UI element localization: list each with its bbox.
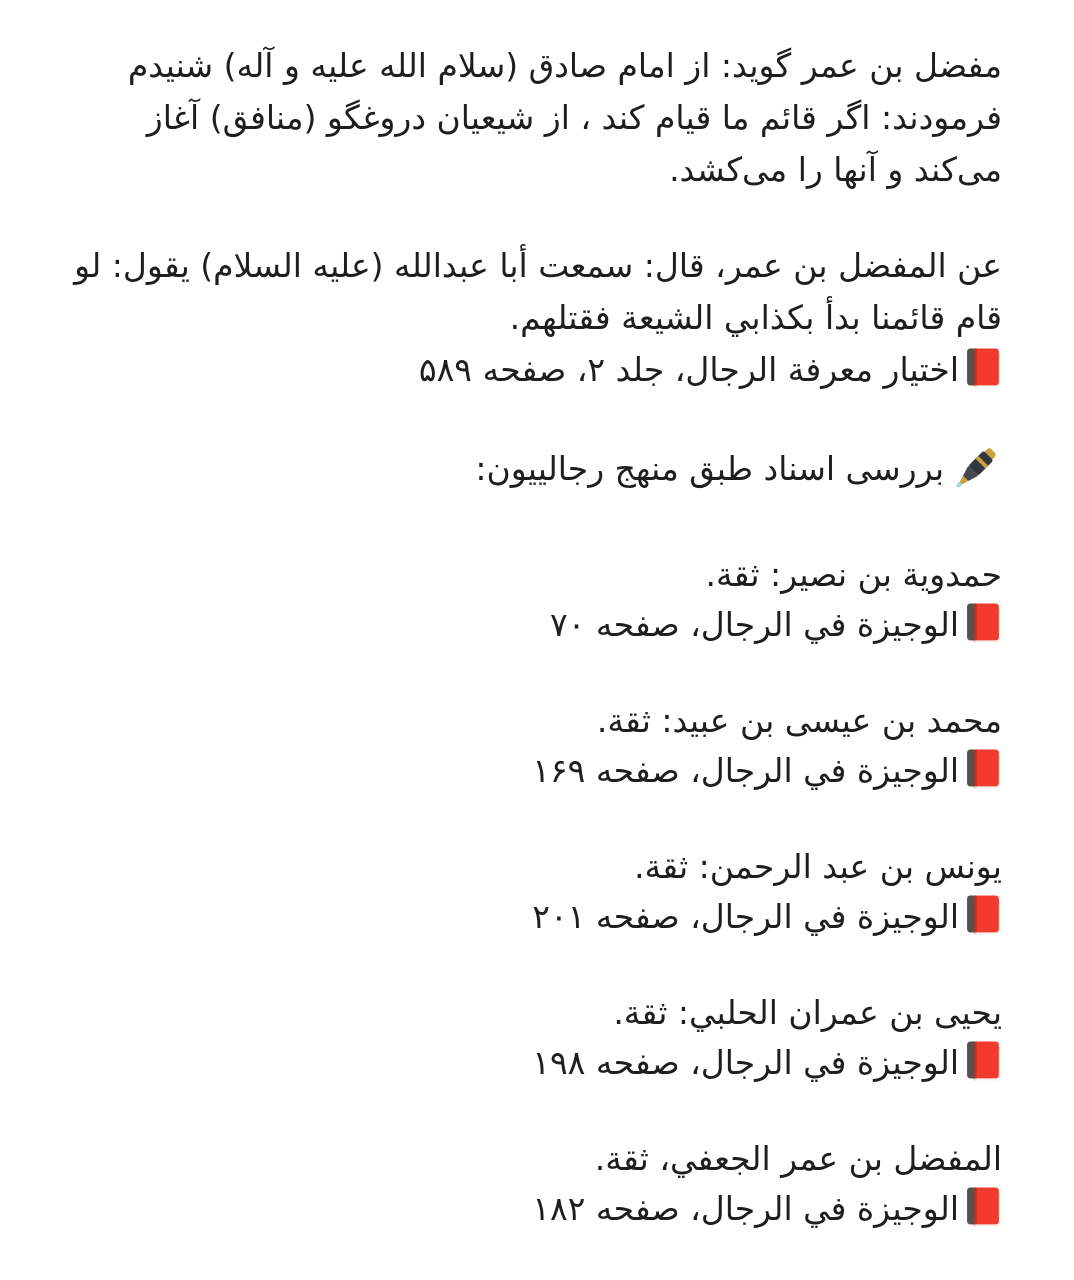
narrator-source-line xyxy=(68,892,1002,942)
persian-narration-text: مفضل بن عمر گوید: از امام صادق (سلام الله علیه و آله) شنیدم فرمودند: اگر قائم ما قیام کند ، از شیعیان دروغگو (منافق) آغاز می‌کند و آنها را می‌کشد. xyxy=(127,46,1002,189)
narrator-source-text: الوجیزة في الرجال، صفحه ۲۰۱ xyxy=(532,897,959,936)
hadith-source-text: اختیار معرفة الرجال، جلد ۲، صفحه ۵۸۹ xyxy=(418,350,959,389)
arabic-hadith-block xyxy=(68,240,1002,396)
narrator-source-line xyxy=(68,1184,1002,1234)
isnad-review-heading-text: بررسی اسناد طبق منهج رجالییون: xyxy=(475,449,944,488)
narrator-entry xyxy=(68,1134,1002,1234)
narrator-source-text: الوجیزة في الرجال، صفحه ۱۶۹ xyxy=(532,751,959,790)
narrator-source-line xyxy=(68,1038,1002,1088)
narrator-entry xyxy=(68,842,1002,942)
narrator-source-text: الوجیزة في الرجال، صفحه ۱۹۸ xyxy=(532,1043,959,1082)
narrator-name: حمدویة بن نصیر: ثقة. xyxy=(705,555,1002,594)
red-book-icon xyxy=(964,747,1002,792)
narrator-entry xyxy=(68,550,1002,650)
isnad-review-heading xyxy=(68,442,1002,498)
red-book-icon xyxy=(964,346,1002,391)
narrator-name: المفضل بن عمر الجعفي، ثقة. xyxy=(594,1139,1002,1178)
red-book-icon xyxy=(964,1185,1002,1230)
red-book-icon xyxy=(964,1039,1002,1084)
narrator-source-text: الوجیزة في الرجال، صفحه ۷۰ xyxy=(549,605,959,644)
narrator-source-line xyxy=(68,600,1002,650)
narrator-source-text: الوجیزة في الرجال، صفحه ۱۸۲ xyxy=(532,1189,959,1228)
narrator-entry xyxy=(68,696,1002,796)
arabic-hadith-text: عن المفضل بن عمر، قال: سمعت أبا عبدالله (عليه السلام) يقول: لو قام قائمنا بدأ بكذابي الشيعة فقتلهم. xyxy=(74,246,1002,337)
red-book-icon xyxy=(964,893,1002,938)
red-book-icon xyxy=(964,601,1002,646)
narrator-name: یحیی بن عمران الحلبي: ثقة. xyxy=(613,993,1002,1032)
narrator-name: محمد بن عیسی بن عبید: ثقة. xyxy=(596,701,1002,740)
hadith-source-line xyxy=(68,344,1002,396)
narrator-source-line xyxy=(68,746,1002,796)
fountain-pen-icon xyxy=(946,442,1002,498)
narrator-name: یونس بن عبد الرحمن: ثقة. xyxy=(634,847,1002,886)
narrator-entry xyxy=(68,988,1002,1088)
